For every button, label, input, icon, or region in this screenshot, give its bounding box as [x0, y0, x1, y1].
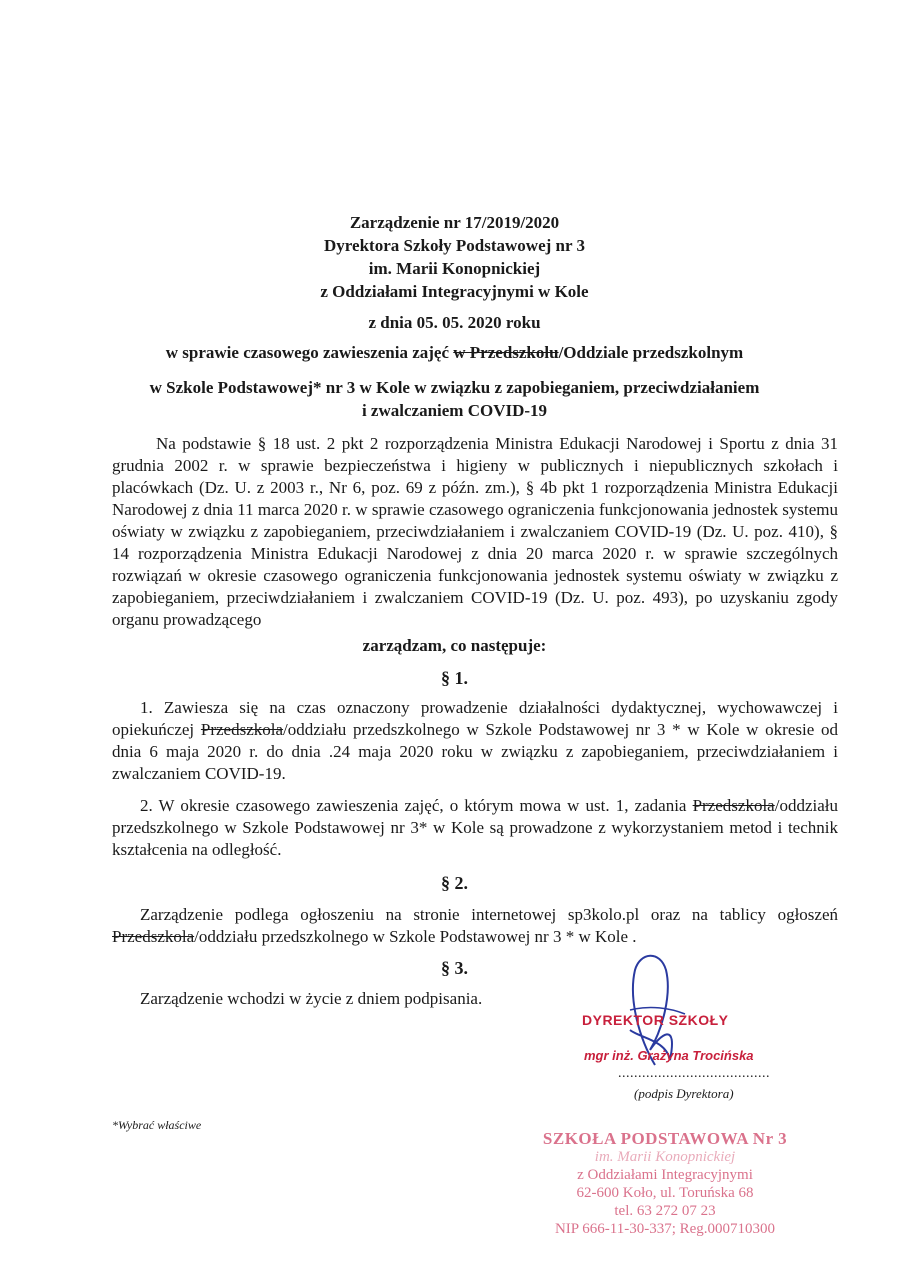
school-stamp-name: SZKOŁA PODSTAWOWA Nr 3 — [542, 1129, 788, 1148]
decree-number: Zarządzenie nr 17/2019/2020 — [349, 213, 560, 232]
school-patron: im. Marii Konopnickiej — [368, 259, 541, 278]
subject-line-3: i zwalczaniem COVID-19 — [361, 401, 548, 420]
signature-caption: (podpis Dyrektora) — [634, 1086, 734, 1101]
signature-line: ...................................... — [618, 1066, 770, 1081]
struck-text: Przedszkola — [692, 796, 775, 815]
section-1-paragraph-1: 1. Zawiesza się na czas oznaczony prowadzenie działalności dydaktycznej, wychowawczej i opiekuńczej Przedszkola/oddziału przedszkolnego w Szkole Podstawowej nr 3 * w Kole w okresie od dnia 6 maja 2020 r. do dnia .24 maja 2020 roku w związku z zapobieganiem, przeciwdziałaniem i zwalczaniem COVID-19. — [112, 698, 839, 783]
section-2-heading: § 2. — [441, 873, 468, 893]
section-2-paragraph: Zarządzenie podlega ogłoszeniu na stronie internetowej sp3kolo.pl oraz na tablicy ogłoszeń Przedszkola/oddziału przedszkolnego w Szkole Podstawowej nr 3 * w Kole . — [112, 905, 838, 946]
section-1-heading: § 1. — [441, 668, 468, 688]
struck-text: Przedszkola — [112, 927, 195, 946]
section-3-paragraph: Zarządzenie wchodzi w życie z dniem podpisania. — [140, 989, 483, 1008]
decree-date: z dnia 05. 05. 2020 roku — [368, 313, 541, 332]
struck-text: Przedszkola — [200, 720, 284, 739]
director-stamp-name: mgr inż. Grażyna Trocińska — [584, 1048, 754, 1063]
issuer-title: Dyrektora Szkoły Podstawowej nr 3 — [324, 236, 585, 255]
struck-text: w Przedszkolu — [453, 343, 559, 362]
school-stamp — [530, 1130, 800, 1238]
school-stamp-nip: NIP 666-11-30-337; Reg.000710300 — [554, 1221, 776, 1237]
school-stamp-address: 62-600 Koło, ul. Toruńska 68 — [576, 1185, 754, 1201]
decree-statement: zarządzam, co następuje: — [362, 636, 547, 655]
director-stamp-title: DYREKTOR SZKOŁY — [582, 1012, 729, 1028]
document-header — [0, 211, 909, 334]
footnote: *Wybrać właściwe — [112, 1118, 202, 1132]
school-stamp-phone: tel. 63 272 07 23 — [614, 1203, 716, 1219]
section-3-heading: § 3. — [441, 958, 468, 978]
section-1-paragraph-2: 2. W okresie czasowego zawieszenia zajęć, o którym mowa w ust. 1, zadania Przedszkola/oddziału przedszkolnego w Szkole Podstawowej nr 3* w Kole są prowadzone z wykorzystaniem metod i technik kształcenia na odległość. — [112, 796, 838, 859]
subject-line-1: w sprawie czasowego zawieszenia zajęć w Przedszkolu/Oddziale przedszkolnym — [165, 343, 744, 362]
subject-line-2: w Szkole Podstawowej* nr 3 w Kole w związku z zapobieganiem, przeciwdziałaniem — [149, 378, 760, 397]
school-stamp-subtitle: z Oddziałami Integracyjnymi — [577, 1167, 753, 1183]
decree-subject — [0, 341, 909, 422]
preamble-paragraph: Na podstawie § 18 ust. 2 pkt 2 rozporządzenia Ministra Edukacji Narodowej i Sportu z dnia 31 grudnia 2002 r. w sprawie bezpieczeństwa i higieny w publicznych i niepublicznych szkołach i placówkach (Dz. U. z 2003 r., Nr 6, poz. 69 z późn. zm.), § 4b pkt 1 rozporządzenia Ministra Edukacji Narodowej z dnia 11 marca 2020 r. w sprawie czasowego ograniczenia funkcjonowania jednostek systemu oświaty w związku z zapobieganiem, przeciwdziałaniem i zwalczaniem COVID-19 (Dz. U. poz. 410), § 14 rozporządzenia Ministra Edukacji Narodowej z dnia 20 marca 2020 r. w sprawie szczególnych rozwiązań w okresie czasowego ograniczenia funkcjonowania jednostek systemu oświaty w związku z zapobieganiem, przeciwdziałaniem i zwalczaniem COVID-19 (Dz. U. poz. 493), po uzyskaniu zgody organu prowadzącego — [112, 434, 838, 629]
school-stamp-patron: im. Marii Konopnickiej — [594, 1149, 736, 1165]
school-subtitle: z Oddziałami Integracyjnymi w Kole — [320, 282, 589, 301]
